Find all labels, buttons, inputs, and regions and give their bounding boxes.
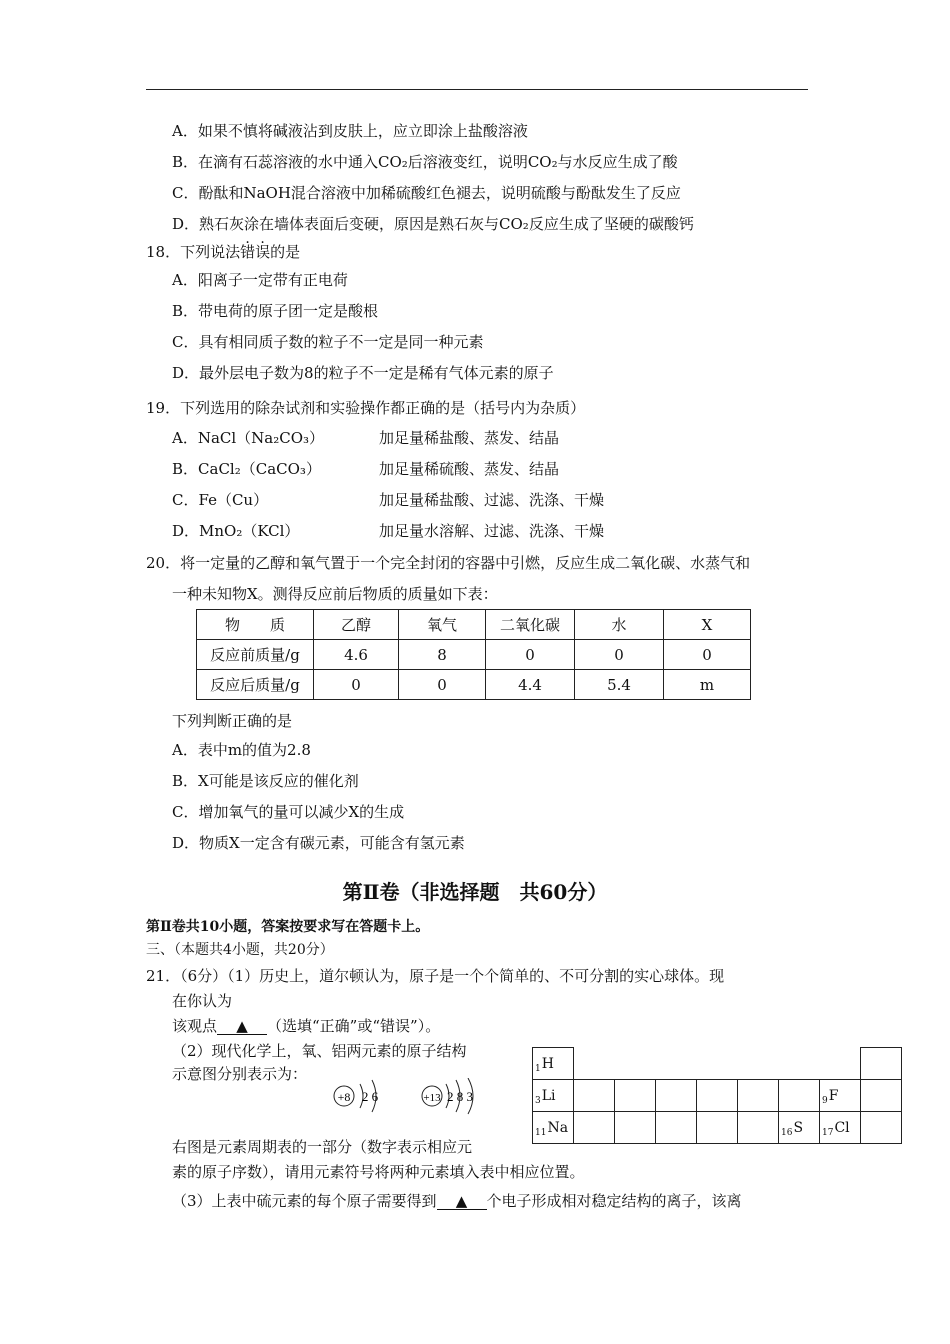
q17-option-a: A．如果不慎将碱液沾到皮肤上，应立即涂上盐酸溶液: [172, 122, 528, 140]
answer-blank: ▲: [217, 1018, 267, 1035]
table-cell: 0: [575, 640, 664, 670]
table-cell: 0: [399, 670, 486, 700]
table-header-cell: 氧气: [399, 610, 486, 640]
element-cell-empty: [861, 1048, 902, 1080]
q21-line2: 在你认为: [172, 992, 233, 1010]
q17-option-b: B．在滴有石蕊溶液的水中通入CO₂后溶液变红，说明CO₂与水反应生成了酸: [172, 153, 678, 171]
table-row: [533, 1048, 902, 1080]
element-cell-f: $_9$F: [820, 1080, 861, 1112]
table-header-cell: 乙醇: [314, 610, 399, 640]
element-cell-empty: [656, 1080, 697, 1112]
table-cell: 0: [314, 670, 399, 700]
q18-stem: 18．下列说法错误的是: [146, 243, 301, 261]
q19-option-b-method: 加足量稀硫酸、蒸发、结晶: [379, 460, 560, 478]
element-cell-empty: [861, 1080, 902, 1112]
q20-option-b: B．X可能是该反应的催化剂: [172, 772, 359, 790]
element-cell-empty: [574, 1080, 615, 1112]
table-header-cell: 物 质: [197, 610, 314, 640]
element-cell-empty: [697, 1080, 738, 1112]
aluminum-shells: 2 8 3: [447, 1089, 473, 1104]
element-cell-empty: [738, 1080, 779, 1112]
element-cell-empty: [656, 1112, 697, 1144]
q21-line3: 该观点 ▲ （选填“正确”或“错误”）。: [172, 1017, 441, 1035]
q17-option-c: C．酚酞和NaOH混合溶液中加稀硫酸红色褪去，说明硫酸与酚酞发生了反应: [172, 184, 681, 202]
table-header-cell: 水: [575, 610, 664, 640]
oxygen-atom-diagram: [328, 1078, 398, 1118]
aluminum-atom-diagram: [418, 1078, 498, 1118]
element-cell-li: $_3$Li: [533, 1080, 574, 1112]
header-rule: [146, 89, 808, 90]
element-cell-empty: [615, 1112, 656, 1144]
q21-line1: 21．（6分）（1）历史上，道尔顿认为，原子是一个个简单的、不可分割的实心球体。现: [146, 967, 725, 985]
element-cell-empty: [697, 1112, 738, 1144]
q20-option-c: C．增加氧气的量可以减少X的生成: [172, 803, 405, 821]
q19-stem: 19．下列选用的除杂试剂和实验操作都正确的是（括号内为杂质）: [146, 399, 586, 417]
oxygen-shells: 2 6: [361, 1089, 379, 1104]
element-cell-empty: [738, 1112, 779, 1144]
q19-option-d-method: 加足量水溶解、过滤、洗涤、干燥: [379, 522, 605, 540]
element-cell-na: $_{11}$Na: [533, 1112, 574, 1144]
q21-part2-line4: 素的原子序数），请用元素符号将两种元素填入表中相应位置。: [172, 1163, 585, 1181]
element-cell-s: $_{16}$S: [779, 1112, 820, 1144]
table-header-cell: X: [664, 610, 751, 640]
element-cell-h: $_1$H: [533, 1048, 574, 1080]
table-row: [533, 1080, 902, 1112]
q19-option-c: C．Fe（Cu）: [172, 491, 269, 509]
element-cell-empty: [615, 1080, 656, 1112]
table-row: [533, 1112, 902, 1144]
table-cell: 反应前质量/g: [197, 640, 314, 670]
q19-option-b: B．CaCl₂（CaCO₃）: [172, 460, 321, 478]
q20-stem-line2: 一种未知物X。测得反应前后物质的质量如下表：: [172, 585, 498, 603]
q20-option-a: A．表中m的值为2.8: [172, 741, 311, 759]
table-cell: 5.4: [575, 670, 664, 700]
table-cell: 0: [486, 640, 575, 670]
answer-blank: ▲: [437, 1193, 487, 1210]
section-note: 第Ⅱ卷共10小题，答案按要求写在答题卡上。: [146, 919, 430, 935]
table-cell: 8: [399, 640, 486, 670]
element-cell-empty: [779, 1080, 820, 1112]
table-cell: 4.6: [314, 640, 399, 670]
table-header-row: [197, 610, 751, 640]
element-cell-empty: [861, 1112, 902, 1144]
q18-option-a: A．阳离子一定带有正电荷: [172, 271, 348, 289]
q21-part2-line1: （2）现代化学上，氧、铝两元素的原子结构: [172, 1042, 467, 1060]
element-cell-empty: [574, 1112, 615, 1144]
q19-option-c-method: 加足量稀盐酸、过滤、洗涤、干燥: [379, 491, 605, 509]
aluminum-nucleus: +13: [423, 1092, 441, 1104]
q19-option-a: A．NaCl（Na₂CO₃）: [172, 429, 325, 447]
table-cell: 4.4: [486, 670, 575, 700]
q20-prompt: 下列判断正确的是: [172, 712, 293, 730]
q18-option-b: B．带电荷的原子团一定是酸根: [172, 302, 379, 320]
q20-stem-line1: 20．将一定量的乙醇和氧气置于一个完全封闭的容器中引燃，反应生成二氧化碳、水蒸气和: [146, 554, 751, 572]
section-title: 第Ⅱ卷（非选择题 共60分）: [342, 880, 608, 904]
element-cell-cl: $_{17}$Cl: [820, 1112, 861, 1144]
table-cell: 反应后质量/g: [197, 670, 314, 700]
q21-part2-line3: 右图是元素周期表的一部分（数字表示相应元: [172, 1138, 473, 1156]
table-cell: m: [664, 670, 751, 700]
table-row: [197, 640, 751, 670]
q17-option-d: D．熟石灰涂在墙体表面后变硬，原因是熟石灰与CO₂反应生成了坚硬的碳酸钙: [172, 215, 694, 233]
table-cell: 0: [664, 640, 751, 670]
periodic-table: [532, 1047, 902, 1144]
part-three-heading: 三、（本题共4小题，共20分）: [146, 942, 334, 958]
table-row: [197, 670, 751, 700]
q18-option-c: C．具有相同质子数的粒子不一定是同一种元素: [172, 333, 484, 351]
q21-part3-line: （3）上表中硫元素的每个原子需要得到 ▲ 个电子形成相对稳定结构的离子，该离: [172, 1192, 742, 1210]
mass-table: [196, 609, 751, 700]
q19-option-a-method: 加足量稀盐酸、蒸发、结晶: [379, 429, 560, 447]
table-header-cell: 二氧化碳: [486, 610, 575, 640]
oxygen-nucleus: +8: [337, 1090, 351, 1104]
q19-option-d: D．MnO₂（KCl）: [172, 522, 300, 540]
q18-option-d: D．最外层电子数为8的粒子不一定是稀有气体元素的原子: [172, 364, 554, 382]
q21-part2-line2: 示意图分别表示为：: [172, 1065, 308, 1083]
q20-option-d: D．物质X一定含有碳元素，可能含有氢元素: [172, 834, 465, 852]
